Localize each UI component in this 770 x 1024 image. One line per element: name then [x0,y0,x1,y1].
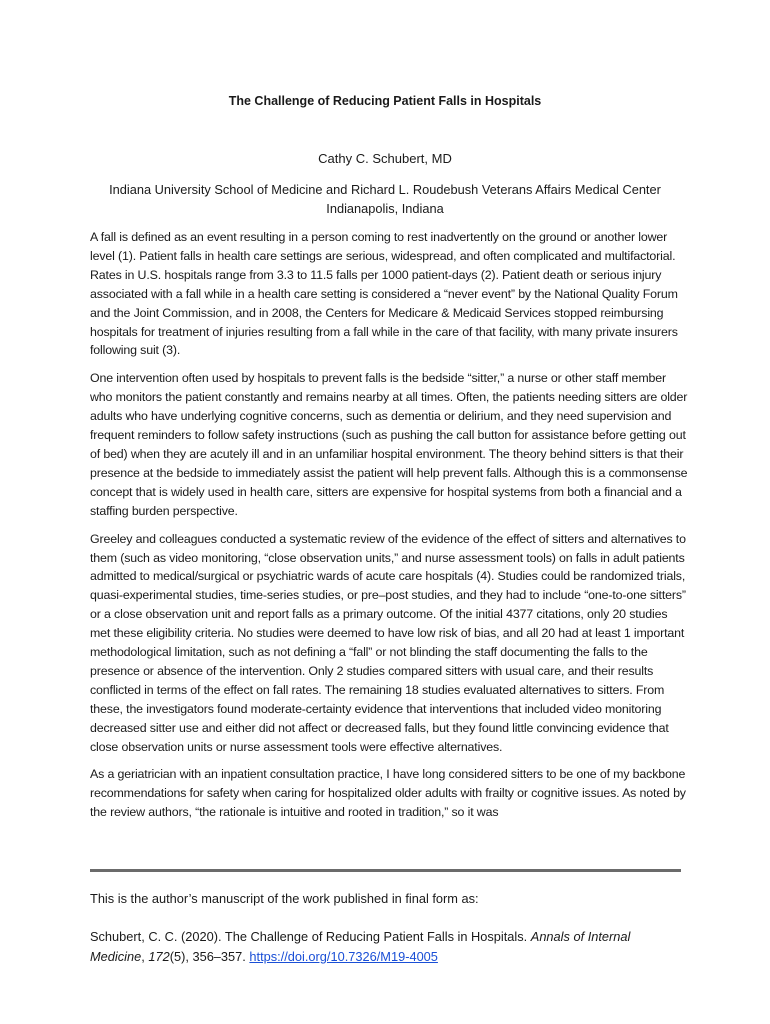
journal-volume: 172 [148,948,170,964]
paragraph: Greeley and colleagues conducted a systematic review of the evidence of the effect of sitters and alternatives to them (such as video monitoring, “close observation units,” and nurse assessment tools) on falls in adult patients admitted to medical/surgical or psychiatric wards of acute care hospitals (4). Studies could be randomized trials, quasi-experimental studies, time-series studies, or pre–post studies, and they had to include “one-to-one sitters” or a close observation unit and report falls as a primary outcome. Of the initial 4377 citations, only 20 studies met these eligibility criteria. No studies were deemed to have low risk of bias, and all 20 had at least 1 important methodological limitation, such as not defining a “fall” or not blinding the staff documenting the falls to the presence or absence of the intervention. Only 2 studies compared sitters with usual care, and their results conflicted in terms of the effect on fall rates. The remaining 18 studies evaluated alternatives to sitters. From these, the investigators found moderate-certainty evidence that interventions that included video monitoring decreased sitter use and either did not affect or decreased falls, but they found little convincing evidence that close observation units or nurse assessment tools were effective alternatives. [90,531,686,754]
doi-link[interactable]: https://doi.org/10.7326/M19-4005 [249,948,438,964]
footer-divider [90,869,681,872]
article-body [90,228,690,831]
citation-text: Schubert, C. C. (2020). The Challenge of Reducing Patient Falls in Hospitals. [90,929,531,944]
citation-separator: , [141,948,149,964]
paragraph: As a geriatrician with an inpatient consultation practice, I have long considered sitters to be one of my backbone recommendations for safety when caring for hospitalized older adults with frailty or cognitive issues. As noted by the review authors, “the rationale is intuitive and rooted in tradition,” so it was [90,767,686,820]
citation-issue-pages: (5), 356–357. [169,948,250,964]
document-title: The Challenge of Reducing Patient Falls in Hospitals [228,94,542,108]
affiliation-line: Indiana University School of Medicine and Richard L. Roudebush Veterans Affairs Medical Center [109,182,661,197]
paragraph: One intervention often used by hospitals to prevent falls is the bedside “sitter,” a nurse or other staff member who monitors the patient constantly and remains nearby at all times. Often, the patients needing sitters are older adults who have underlying cognitive concerns, such as dementia or delirium, and they need supervision and frequent reminders to follow safety instructions (such as pushing the call button for assistance before getting out of bed) when they are acutely ill and in an unfamiliar hospital environment. The theory behind sitters is that their presence at the bedside to immediately assist the patient will help prevent falls. Although this is a commonsense concept that is widely used in health care, sitters are expensive for hospital systems from both a financial and a staffing burden perspective. [90,371,688,518]
author-name: Cathy C. Schubert, MD [318,151,452,166]
paragraph: A fall is defined as an event resulting in a person coming to rest inadvertently on the ground or another lower level (1). Patient falls in health care settings are serious, widespread, and often complicated and multifactorial. Rates in U.S. hospitals range from 3.3 to 11.5 falls per 1000 patient-days (2). Patient death or serious injury associated with a fall while in a health care setting is considered a “never event” by the National Quality Forum and the Joint Commission, and in 2008, the Centers for Medicare & Medicaid Services stopped reimbursing hospitals for treatment of injuries resulting from a fall while in the care of that facility, with many private insurers following suit (3). [90,230,678,358]
manuscript-note: This is the author’s manuscript of the work published in final form as: [90,891,479,906]
author-affiliation [0,180,770,218]
journal-name: Annals of Internal Medicine [90,929,631,964]
citation [90,927,680,966]
affiliation-city: Indianapolis, Indiana [326,201,444,216]
